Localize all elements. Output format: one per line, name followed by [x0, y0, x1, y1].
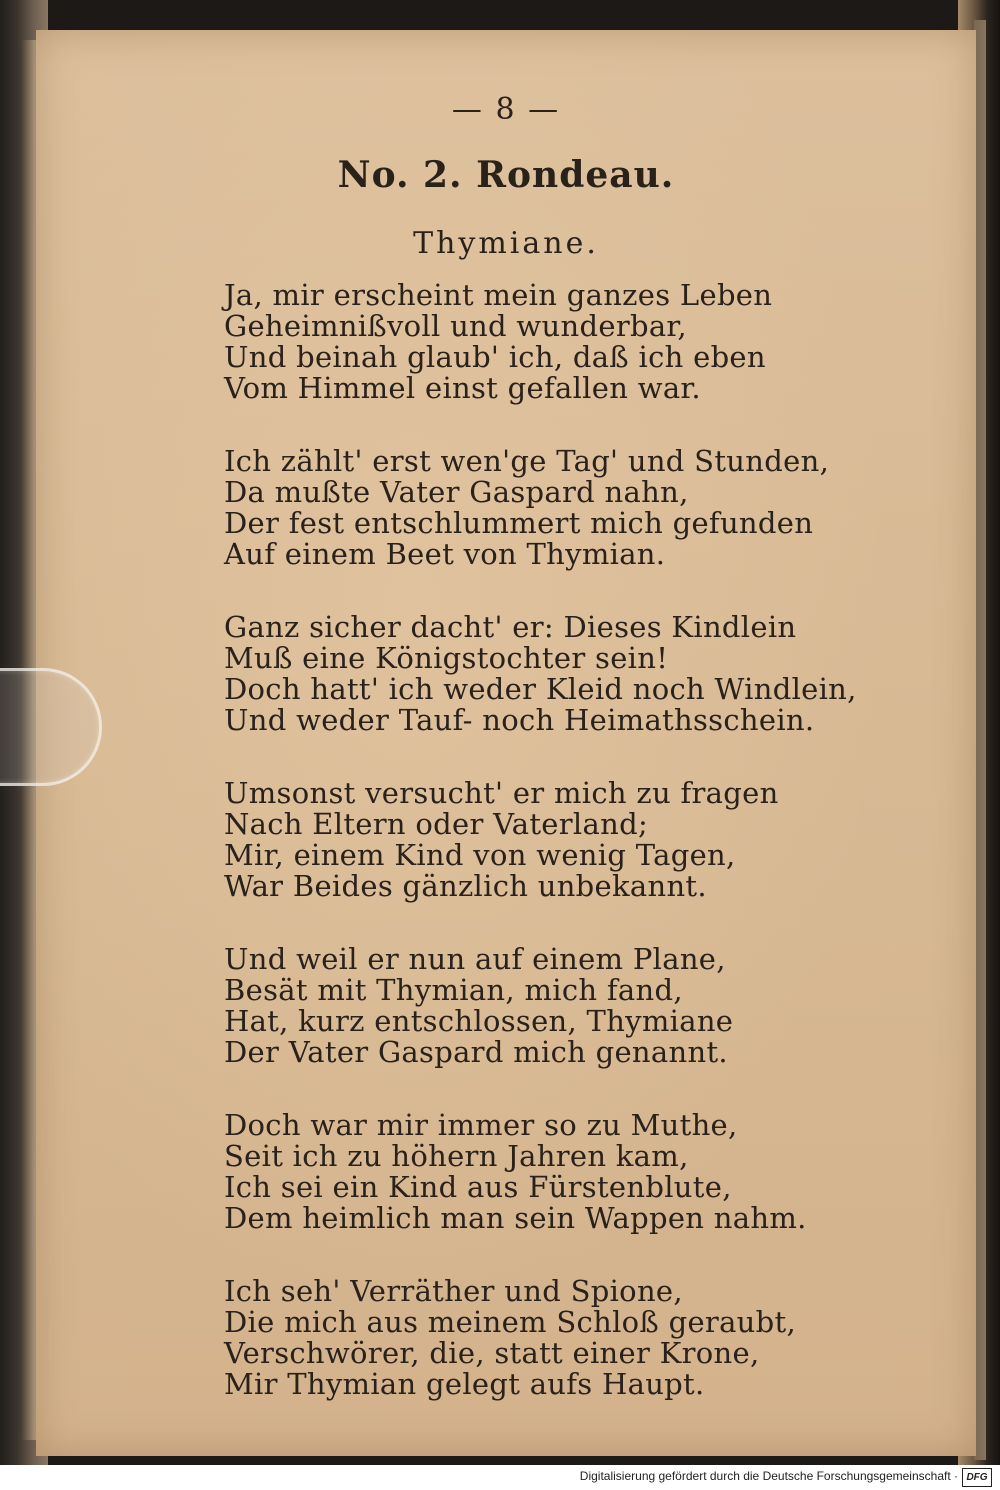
poem-line: War Beides gänzlich unbekannt. — [224, 869, 707, 903]
funding-credit: Digitalisierung gefördert durch die Deutsche Forschungsgemeinschaft · — [579, 1469, 958, 1483]
poem-line: Auf einem Beet von Thymian. — [224, 537, 666, 571]
poem-line: Nach Eltern oder Vaterland; — [224, 807, 649, 841]
poem-line: Doch war mir immer so zu Muthe, — [224, 1108, 738, 1142]
poem-line: Mir, einem Kind von wenig Tagen, — [224, 838, 736, 872]
book-page — [36, 30, 976, 1456]
poem-line: Ja, mir erscheint mein ganzes Leben — [224, 278, 773, 312]
poem-line: Ich seh' Verräther und Spione, — [224, 1274, 683, 1308]
poem-line: Vom Himmel einst gefallen war. — [224, 371, 701, 405]
poem-line: Ich sei ein Kind aus Fürstenblute, — [224, 1170, 732, 1204]
poem-line: Dem heimlich man sein Wappen nahm. — [224, 1201, 807, 1235]
poem-line: Die mich aus meinem Schloß geraubt, — [224, 1305, 796, 1339]
poem-line: Und weder Tauf- noch Heimathsschein. — [224, 703, 815, 737]
poem-line: Verschwörer, die, statt einer Krone, — [224, 1336, 760, 1370]
page-number: — 8 — — [451, 92, 561, 127]
dfg-logo: DFG — [962, 1468, 992, 1487]
poem-line: Mir Thymian gelegt aufs Haupt. — [224, 1367, 705, 1401]
poem-line: Und weil er nun auf einem Plane, — [224, 942, 726, 976]
poem-line: Besät mit Thymian, mich fand, — [224, 973, 683, 1007]
stanza — [224, 944, 884, 1068]
poem-line: Der fest entschlummert mich gefunden — [224, 506, 814, 540]
poem-line: Da mußte Vater Gaspard nahn, — [224, 475, 689, 509]
poem-line: Doch hatt' ich weder Kleid noch Windlein, — [224, 672, 857, 706]
poem-subtitle: Thymiane. — [413, 226, 599, 261]
stanza — [224, 1110, 884, 1234]
poem-line: Ich zählt' erst wen'ge Tag' und Stunden, — [224, 444, 830, 478]
poem-line: Umsonst versucht' er mich zu fragen — [224, 776, 779, 810]
stanza — [224, 612, 884, 736]
poem-line: Geheimnißvoll und wunderbar, — [224, 309, 687, 343]
poem-line: Hat, kurz entschlossen, Thymiane — [224, 1004, 734, 1038]
poem-body — [224, 280, 884, 1442]
stanza — [224, 446, 884, 570]
poem-line: Ganz sicher dacht' er: Dieses Kindlein — [224, 610, 797, 644]
poem-line: Der Vater Gaspard mich genannt. — [224, 1035, 728, 1069]
poem-line: Seit ich zu höhern Jahren kam, — [224, 1139, 689, 1173]
section-title: No. 2. Rondeau. — [337, 154, 675, 196]
poem-line: Und beinah glaub' ich, daß ich eben — [224, 340, 766, 374]
poem-line: Muß eine Königstochter sein! — [224, 641, 669, 675]
stanza — [224, 1276, 884, 1400]
stanza — [224, 280, 884, 404]
stanza — [224, 778, 884, 902]
